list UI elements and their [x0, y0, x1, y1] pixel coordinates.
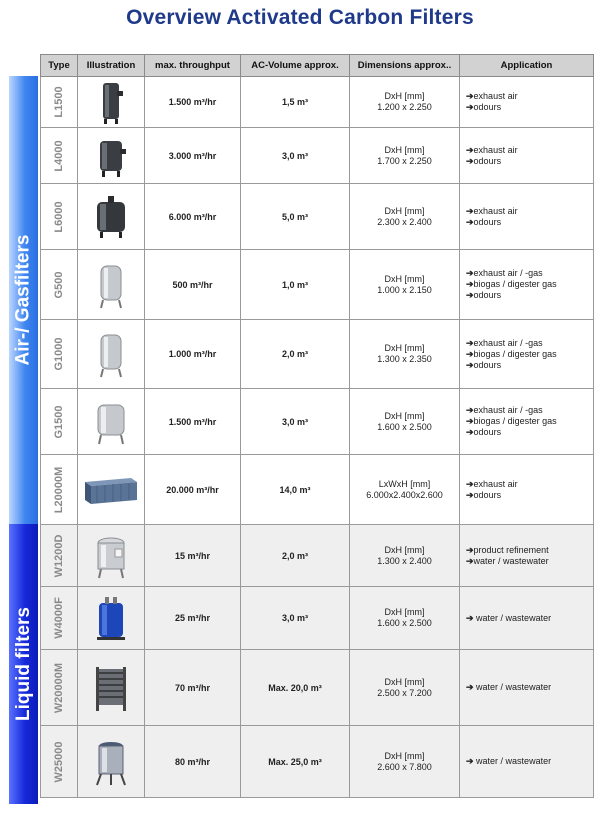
- table-row: [41, 250, 594, 320]
- cell-application: [460, 128, 594, 184]
- cell-dimensions: DxH [mm] 1.300 x 2.350: [350, 320, 460, 389]
- application-item: ➔odours: [466, 489, 502, 500]
- cell-application: [460, 320, 594, 389]
- cell-throughput: 1.500 m³/hr: [145, 77, 241, 128]
- section-label-liquid-filters: Liquid filters: [9, 524, 38, 804]
- arrow-icon: ➔: [466, 348, 474, 359]
- wide-steel-tank-icon: [91, 397, 131, 447]
- application-item: ➔odours: [466, 102, 502, 112]
- header-application: Application: [460, 55, 594, 77]
- arrow-icon: ➔: [466, 144, 474, 155]
- cell-dimensions: DxH [mm] 1.600 x 2.500: [350, 389, 460, 455]
- application-item: ➔ water / wastewater: [466, 682, 552, 692]
- cell-dimensions: DxH [mm] 2.500 x 7.200: [350, 650, 460, 726]
- cell-illustration: [78, 525, 145, 587]
- table-row: [41, 184, 594, 250]
- cell-application: [460, 389, 594, 455]
- cell-application: [460, 250, 594, 320]
- cell-throughput: 1.000 m³/hr: [145, 320, 241, 389]
- cell-type: L4000: [41, 128, 78, 184]
- section-label-air-gasfilters: Air-/ Gasfilters: [9, 76, 38, 524]
- application-item: ➔exhaust air: [466, 144, 518, 155]
- cell-ac-volume: Max. 25,0 m³: [241, 726, 350, 798]
- blue-tank-icon: [91, 593, 131, 643]
- arrow-icon: ➔: [466, 489, 474, 500]
- arrow-icon: ➔: [466, 405, 474, 415]
- large-vessel-icon: [91, 737, 131, 787]
- cell-type: L1500: [41, 77, 78, 128]
- cell-dimensions: DxH [mm] 1.700 x 2.250: [350, 128, 460, 184]
- cell-illustration: [78, 455, 145, 525]
- cell-type: W4000F: [41, 587, 78, 650]
- cell-ac-volume: 2,0 m³: [241, 525, 350, 587]
- cell-ac-volume: 3,0 m³: [241, 587, 350, 650]
- cell-illustration: [78, 726, 145, 798]
- application-item: ➔odours: [466, 216, 502, 227]
- arrow-icon: ➔: [466, 682, 474, 692]
- cell-illustration: [78, 128, 145, 184]
- cell-throughput: 3.000 m³/hr: [145, 128, 241, 184]
- application-item: ➔biogas / digester gas: [466, 416, 557, 426]
- wide-dark-tank-icon: [91, 192, 131, 242]
- arrow-icon: ➔: [466, 427, 474, 437]
- header-throughput: max. throughput: [145, 55, 241, 77]
- cell-type: G500: [41, 250, 78, 320]
- table-row: [41, 726, 594, 798]
- cell-throughput: 6.000 m³/hr: [145, 184, 241, 250]
- page-title: Overview Activated Carbon Filters: [126, 6, 474, 29]
- application-item: ➔biogas / digester gas: [466, 348, 557, 359]
- cell-throughput: 80 m³/hr: [145, 726, 241, 798]
- arrow-icon: ➔: [466, 279, 474, 289]
- arrow-icon: ➔: [466, 155, 474, 166]
- cell-application: [460, 455, 594, 525]
- cell-type: W25000: [41, 726, 78, 798]
- cell-dimensions: DxH [mm] 1.000 x 2.150: [350, 250, 460, 320]
- table-header-row: [41, 55, 594, 77]
- arrow-icon: ➔: [466, 205, 474, 216]
- application-item: ➔ water / wastewater: [466, 612, 552, 623]
- cell-illustration: [78, 650, 145, 726]
- cell-throughput: 1.500 m³/hr: [145, 389, 241, 455]
- cell-ac-volume: 5,0 m³: [241, 184, 350, 250]
- arrow-icon: ➔: [466, 268, 474, 278]
- arrow-icon: ➔: [466, 416, 474, 426]
- cell-application: [460, 184, 594, 250]
- cell-throughput: 15 m³/hr: [145, 525, 241, 587]
- header-illustration: Illustration: [78, 55, 145, 77]
- table-row: [41, 128, 594, 184]
- tall-dark-tank-icon: [91, 77, 131, 127]
- dark-tank-icon: [91, 131, 131, 181]
- application-item: ➔biogas / digester gas: [466, 279, 557, 289]
- arrow-icon: ➔: [466, 337, 474, 348]
- table-row: [41, 455, 594, 525]
- cell-dimensions: DxH [mm] 2.600 x 7.800: [350, 726, 460, 798]
- pressure-vessel-icon: [91, 531, 131, 581]
- cell-illustration: [78, 77, 145, 128]
- cell-dimensions: DxH [mm] 1.600 x 2.500: [350, 587, 460, 650]
- application-item: ➔exhaust air: [466, 91, 518, 101]
- cell-throughput: 500 m³/hr: [145, 250, 241, 320]
- cell-ac-volume: 14,0 m³: [241, 455, 350, 525]
- application-item: ➔exhaust air / -gas: [466, 268, 543, 278]
- cell-ac-volume: 1,5 m³: [241, 77, 350, 128]
- application-item: ➔ water / wastewater: [466, 756, 552, 766]
- arrow-icon: ➔: [466, 290, 474, 300]
- application-item: ➔odours: [466, 359, 502, 370]
- steel-tank-icon: [91, 260, 131, 310]
- application-item: ➔exhaust air / -gas: [466, 405, 543, 415]
- cell-throughput: 20.000 m³/hr: [145, 455, 241, 525]
- arrow-icon: ➔: [466, 612, 474, 623]
- cell-application: [460, 587, 594, 650]
- arrow-icon: ➔: [466, 555, 474, 566]
- cell-dimensions: LxWxH [mm] 6.000x2.400x2.600: [350, 455, 460, 525]
- table-row: [41, 77, 594, 128]
- cell-ac-volume: 1,0 m³: [241, 250, 350, 320]
- cell-type: W20000M: [41, 650, 78, 726]
- cell-application: [460, 726, 594, 798]
- application-item: ➔exhaust air: [466, 478, 518, 489]
- cell-dimensions: DxH [mm] 1.300 x 2.400: [350, 525, 460, 587]
- arrow-icon: ➔: [466, 544, 474, 555]
- table-row: [41, 525, 594, 587]
- cell-illustration: [78, 320, 145, 389]
- application-item: ➔exhaust air / -gas: [466, 337, 543, 348]
- cell-ac-volume: 2,0 m³: [241, 320, 350, 389]
- arrow-icon: ➔: [466, 756, 474, 766]
- arrow-icon: ➔: [466, 359, 474, 370]
- cell-application: [460, 77, 594, 128]
- container-icon: [83, 470, 139, 510]
- table-row: [41, 587, 594, 650]
- frame-tank-icon: [91, 663, 131, 713]
- arrow-icon: ➔: [466, 102, 474, 112]
- application-item: ➔exhaust air: [466, 205, 518, 216]
- cell-type: G1000: [41, 320, 78, 389]
- cell-ac-volume: Max. 20,0 m³: [241, 650, 350, 726]
- arrow-icon: ➔: [466, 91, 474, 101]
- cell-type: L6000: [41, 184, 78, 250]
- steel-tank-icon: [91, 329, 131, 379]
- arrow-icon: ➔: [466, 216, 474, 227]
- cell-illustration: [78, 587, 145, 650]
- filters-table: [40, 54, 594, 798]
- cell-type: G1500: [41, 389, 78, 455]
- table-row: [41, 320, 594, 389]
- header-type: Type: [41, 55, 78, 77]
- cell-throughput: 25 m³/hr: [145, 587, 241, 650]
- cell-dimensions: DxH [mm] 1.200 x 2.250: [350, 77, 460, 128]
- cell-application: [460, 650, 594, 726]
- cell-illustration: [78, 184, 145, 250]
- header-ac-volume: AC-Volume approx.: [241, 55, 350, 77]
- application-item: ➔odours: [466, 155, 502, 166]
- application-item: ➔water / wastewater: [466, 555, 549, 566]
- cell-throughput: 70 m³/hr: [145, 650, 241, 726]
- cell-illustration: [78, 389, 145, 455]
- cell-type: L20000M: [41, 455, 78, 525]
- cell-illustration: [78, 250, 145, 320]
- table-row: [41, 650, 594, 726]
- cell-type: W1200D: [41, 525, 78, 587]
- cell-application: [460, 525, 594, 587]
- header-dimensions: Dimensions approx..: [350, 55, 460, 77]
- application-item: ➔product refinement: [466, 544, 549, 555]
- table-row: [41, 389, 594, 455]
- cell-ac-volume: 3,0 m³: [241, 128, 350, 184]
- cell-ac-volume: 3,0 m³: [241, 389, 350, 455]
- application-item: ➔odours: [466, 290, 502, 300]
- arrow-icon: ➔: [466, 478, 474, 489]
- cell-dimensions: DxH [mm] 2.300 x 2.400: [350, 184, 460, 250]
- application-item: ➔odours: [466, 427, 502, 437]
